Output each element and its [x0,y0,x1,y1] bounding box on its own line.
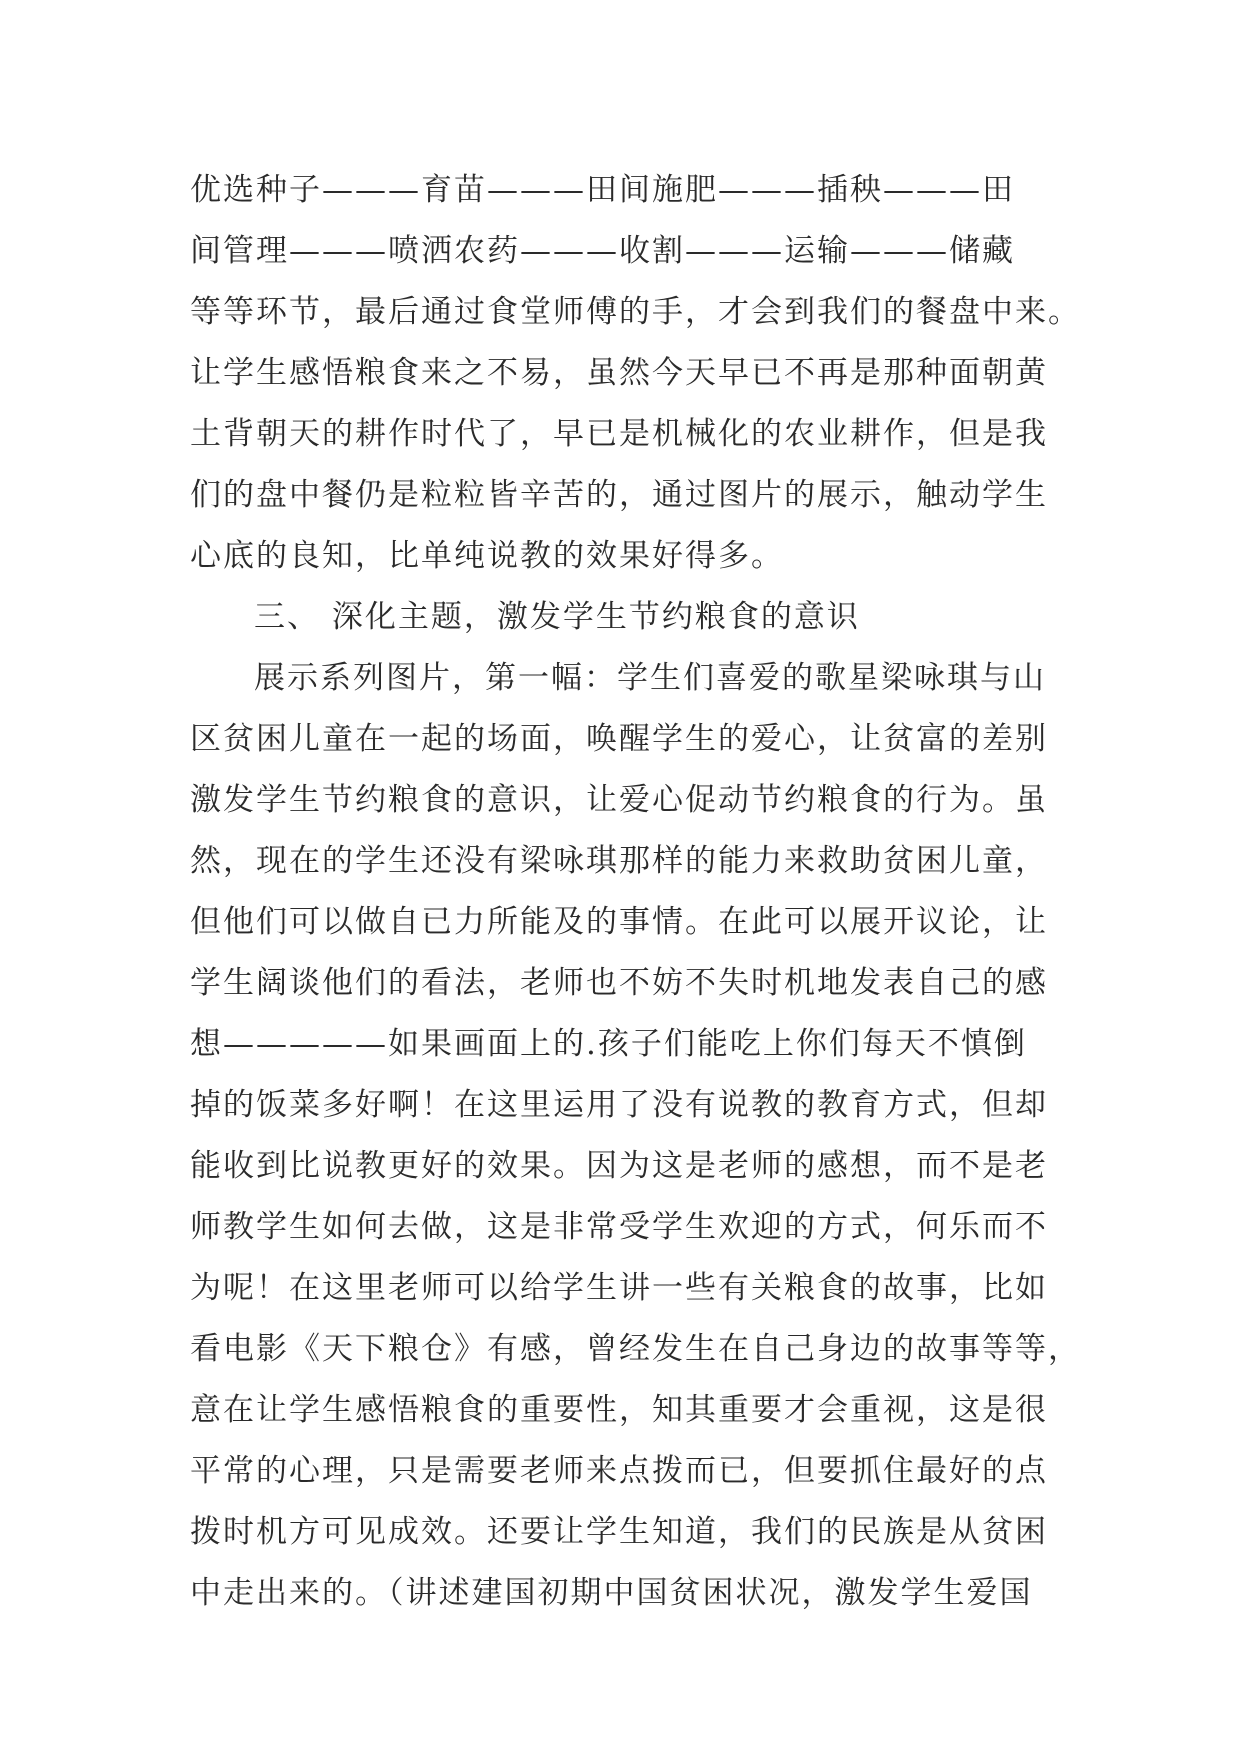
text-line: 土背朝天的耕作时代了，早已是机械化的农业耕作，但是我 [190,416,1048,452]
text-line: 激发学生节约粮食的意识，让爱心促动节约粮食的行为。虽 [190,782,1048,818]
text-line: 想—————如果画面上的.孩子们能吃上你们每天不慎倒 [190,1026,1027,1062]
text-line: 但他们可以做自已力所能及的事情。在此可以展开议论，让 [190,904,1048,940]
text-line: 心底的良知，比单纯说教的效果好得多。 [190,538,784,574]
text-line: 等等环节，最后通过食堂师傅的手，才会到我们的餐盘中来。 [190,294,1081,330]
section-heading: 三、 深化主题，激发学生节约粮食的意识 [254,599,860,635]
text-line: 中走出来的。（讲述建国初期中国贫困状况，激发学生爱国 [190,1575,1033,1611]
text-line: 区贫困儿童在一起的场面，唤醒学生的爱心，让贫富的差别 [190,721,1048,757]
text-line: 拨时机方可见成效。还要让学生知道，我们的民族是从贫困 [190,1514,1048,1550]
text-line: 为呢！在这里老师可以给学生讲一些有关粮食的故事，比如 [190,1270,1048,1306]
body-text [190,160,1081,1624]
text-line: 然，现在的学生还没有梁咏琪那样的能力来救助贫困儿童， [190,843,1048,879]
text-line: 优选种子———育苗———田间施肥———插秧———田 [190,172,1015,208]
text-line: 能收到比说教更好的效果。因为这是老师的感想，而不是老 [190,1148,1048,1184]
text-line: 展示系列图片，第一幅：学生们喜爱的歌星梁咏琪与山 [254,660,1046,696]
text-line: 掉的饭菜多好啊！在这里运用了没有说教的教育方式，但却 [190,1087,1048,1123]
text-line: 平常的心理，只是需要老师来点拨而已，但要抓住最好的点 [190,1453,1048,1489]
text-line: 师教学生如何去做，这是非常受学生欢迎的方式，何乐而不 [190,1209,1048,1245]
text-line: 让学生感悟粮食来之不易，虽然今天早已不再是那种面朝黄 [190,355,1048,391]
text-line: 间管理———喷洒农药———收割———运输———储藏 [190,233,1015,269]
text-line: 们的盘中餐仍是粒粒皆辛苦的，通过图片的展示，触动学生 [190,477,1048,513]
text-line: 看电影《天下粮仓》有感，曾经发生在自己身边的故事等等， [190,1331,1081,1367]
text-line: 学生阔谈他们的看法，老师也不妨不失时机地发表自己的感 [190,965,1048,1001]
text-line: 意在让学生感悟粮食的重要性，知其重要才会重视，这是很 [190,1392,1048,1428]
